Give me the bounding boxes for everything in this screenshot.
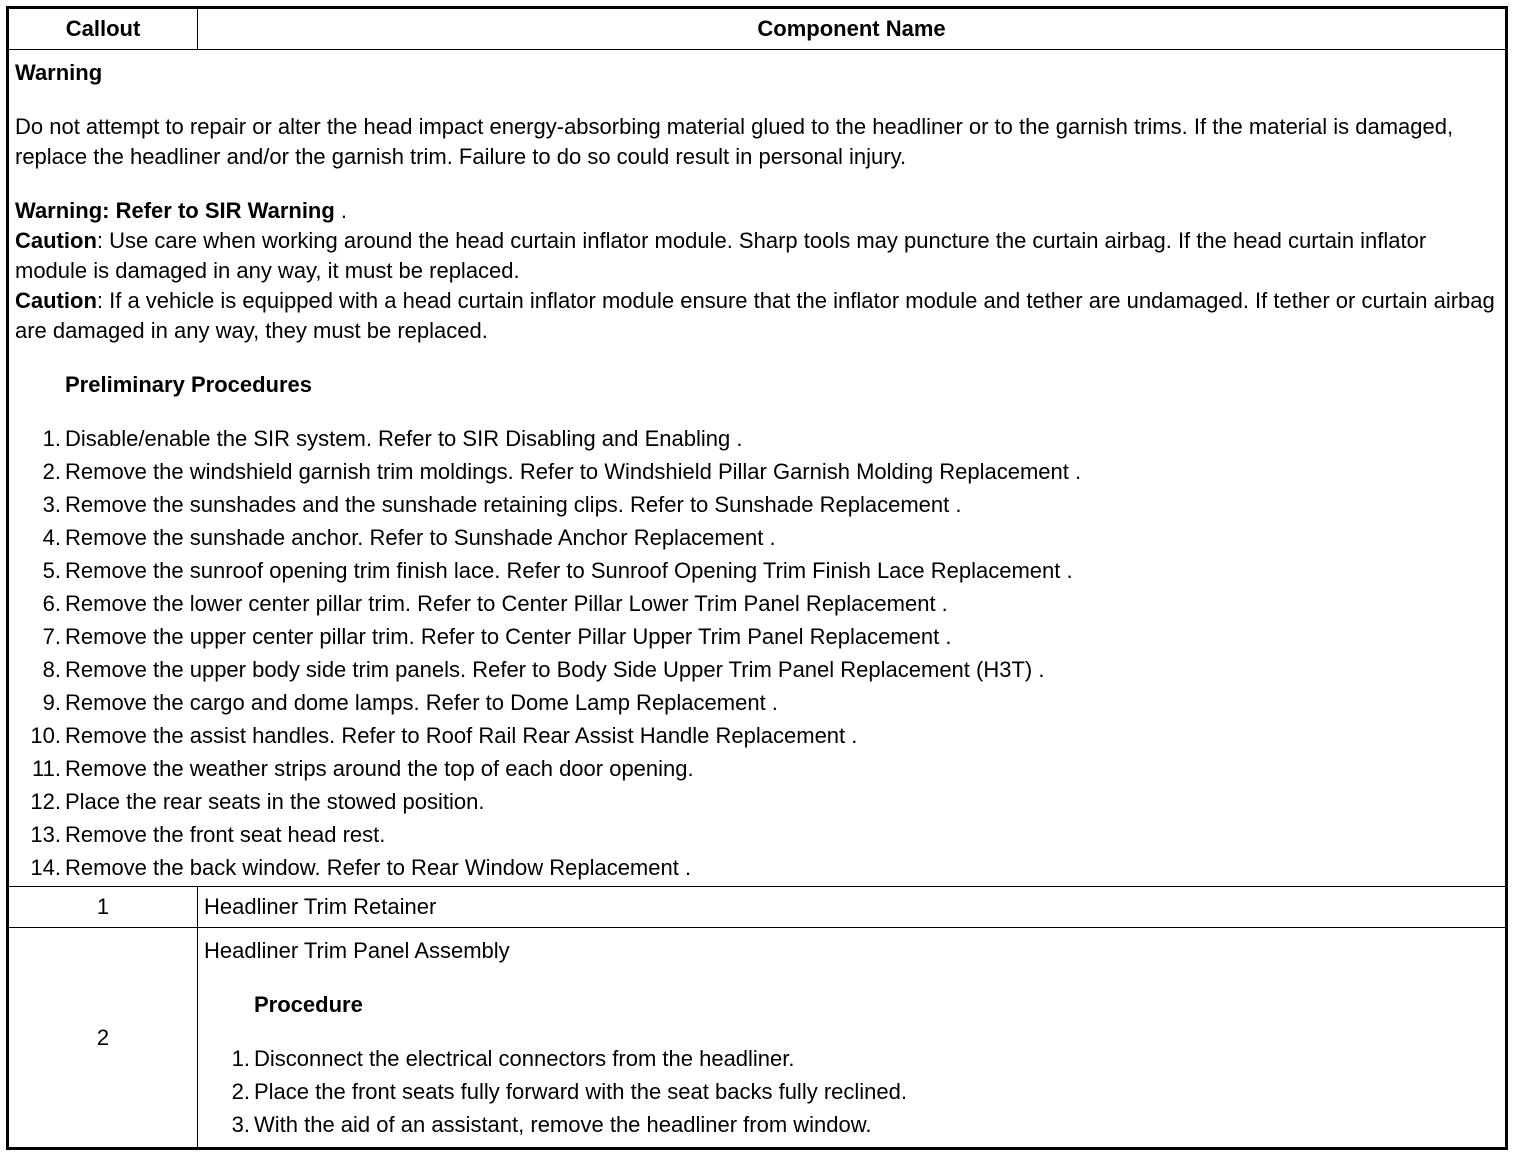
preliminary-procedures-title: Preliminary Procedures [65,372,313,397]
list-item [15,554,1499,587]
procedure-title: Procedure [254,992,363,1017]
list-item [15,785,1499,818]
caution-1-label: Caution [15,228,97,253]
step-number: 10. [30,723,61,748]
list-item [15,620,1499,653]
sir-warning-suffix: . [334,198,348,223]
step-number: 9. [42,690,61,715]
sir-warning-label: Warning: Refer to SIR Warning [15,198,335,223]
preliminary-steps-list [15,422,1499,884]
caution-2-label: Caution [15,288,97,313]
step-number: 2. [231,1079,250,1104]
step-text: Disable/enable the SIR system. Refer to SIR Disabling and Enabling . [65,426,743,451]
list-item [15,851,1499,884]
step-text: Remove the back window. Refer to Rear Window Replacement . [65,855,692,880]
caution-2 [15,286,1499,346]
step-number: 2. [42,459,61,484]
list-item [15,719,1499,752]
component-name-2: Headliner Trim Panel Assembly [204,938,510,963]
step-number: 1. [42,426,61,451]
step-number: 3. [231,1112,250,1137]
step-number: 11. [32,756,61,781]
table-header-row [8,8,1507,50]
step-text: Remove the upper center pillar trim. Refer to Center Pillar Upper Trim Panel Replacement . [65,624,952,649]
step-number: 6. [42,591,61,616]
step-number: 13. [30,822,61,847]
step-number: 1. [231,1046,250,1071]
warning-text: Do not attempt to repair or alter the head impact energy-absorbing material glued to the headliner or to the garnish trims. If the material is damaged, replace the headliner and/or the garnish trim. Failure to do so could result in personal injury. [15,114,1454,169]
list-item [15,818,1499,851]
procedure-steps-list [204,1042,1499,1141]
sir-warning [15,196,1499,226]
step-text: Disconnect the electrical connectors from the headliner. [254,1046,795,1071]
list-item [15,752,1499,785]
component-name-cell-1 [198,887,1507,928]
table-row-2 [8,928,1507,1149]
step-number: 5. [42,558,61,583]
list-item [204,1108,1499,1141]
step-text: Place the rear seats in the stowed position. [65,789,485,814]
component-table [6,6,1508,1150]
table-row-1 [8,887,1507,928]
list-item [15,587,1499,620]
caution-1-text: : Use care when working around the head curtain inflator module. Sharp tools may puncture the curtain airbag. If the head curtain inflator module is damaged in any way, it must be replaced. [15,228,1427,283]
list-item [15,488,1499,521]
caution-2-text: : If a vehicle is equipped with a head curtain inflator module ensure that the inflator module and tether are undamaged. If tether or curtain airbag are damaged in any way, they must be replaced. [15,288,1495,343]
step-text: Remove the sunshade anchor. Refer to Sunshade Anchor Replacement . [65,525,776,550]
warning-title: Warning [15,60,103,85]
caution-1 [15,226,1499,286]
step-number: 4. [42,525,61,550]
callout-number-2: 2 [8,928,198,1149]
step-number: 14. [30,855,61,880]
step-number: 7. [42,624,61,649]
step-text: Remove the sunroof opening trim finish lace. Refer to Sunroof Opening Trim Finish Lace Replacement . [65,558,1073,583]
step-text: Remove the sunshades and the sunshade retaining clips. Refer to Sunshade Replacement . [65,492,962,517]
list-item [15,422,1499,455]
step-text: With the aid of an assistant, remove the headliner from window. [254,1112,872,1137]
component-name-1: Headliner Trim Retainer [204,894,437,919]
step-text: Remove the assist handles. Refer to Roof Rail Rear Assist Handle Replacement . [65,723,858,748]
step-text: Place the front seats fully forward with the seat backs fully reclined. [254,1079,907,1104]
component-name-cell-2 [198,928,1507,1149]
component-name-header: Component Name [198,8,1507,50]
step-number: 3. [42,492,61,517]
callout-header: Callout [8,8,198,50]
list-item [15,686,1499,719]
step-text: Remove the upper body side trim panels. Refer to Body Side Upper Trim Panel Replacement (H3T) . [65,657,1045,682]
list-item [204,1042,1499,1075]
warning-cell [8,50,1507,887]
warning-row [8,50,1507,887]
step-text: Remove the cargo and dome lamps. Refer to Dome Lamp Replacement . [65,690,778,715]
step-number: 12. [30,789,61,814]
component-2-content [198,928,1505,1147]
step-text: Remove the weather strips around the top of each door opening. [65,756,694,781]
list-item [15,653,1499,686]
step-text: Remove the windshield garnish trim moldings. Refer to Windshield Pillar Garnish Molding Replacement . [65,459,1082,484]
list-item [15,455,1499,488]
list-item [204,1075,1499,1108]
callout-number-1: 1 [8,887,198,928]
step-text: Remove the front seat head rest. [65,822,386,847]
step-number: 8. [42,657,61,682]
step-text: Remove the lower center pillar trim. Refer to Center Pillar Lower Trim Panel Replacement . [65,591,948,616]
list-item [15,521,1499,554]
